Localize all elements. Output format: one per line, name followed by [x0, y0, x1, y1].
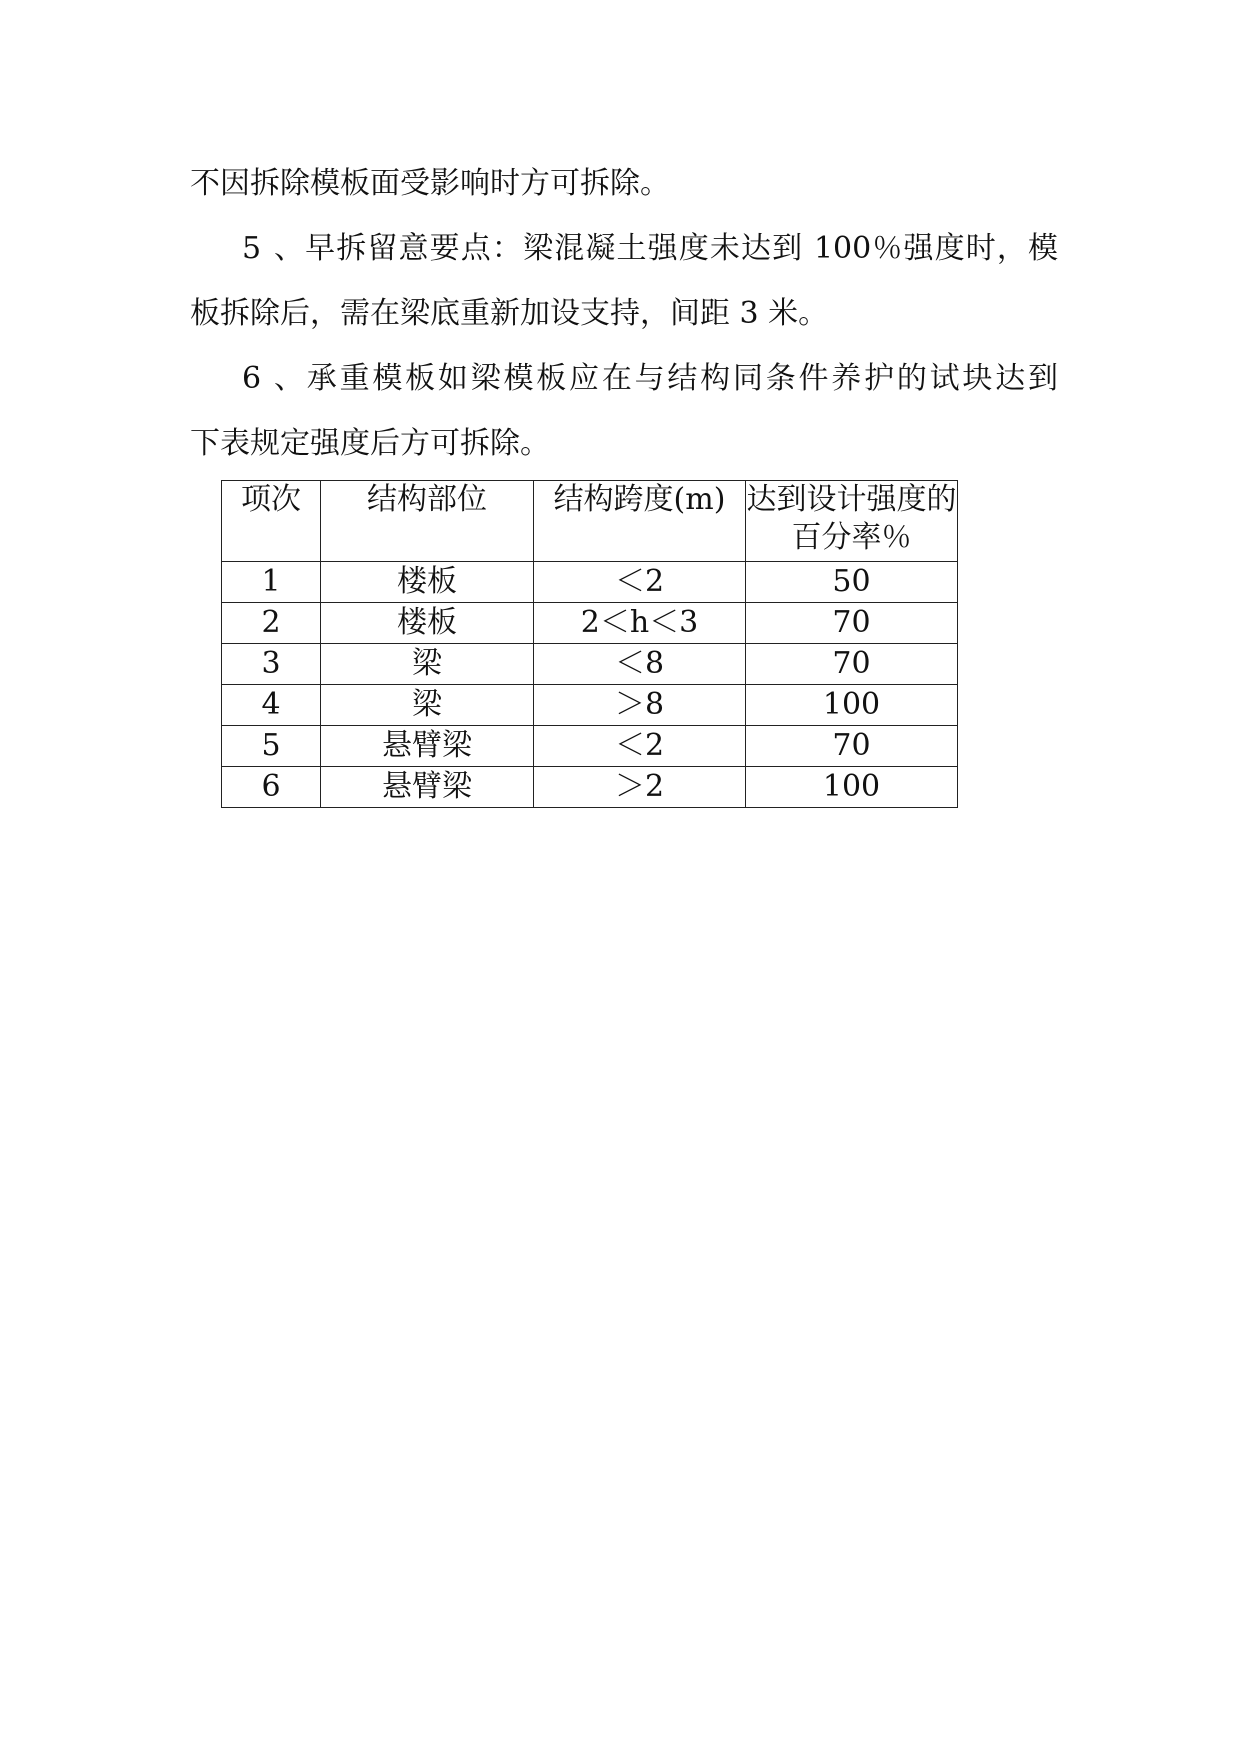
table-cell: 100	[746, 685, 958, 726]
table-cell: ＜8	[534, 644, 746, 685]
header-structure-span: 结构跨度(m)	[534, 481, 746, 562]
table-cell: 70	[746, 726, 958, 767]
table-cell: 70	[746, 644, 958, 685]
table-row	[222, 644, 958, 685]
table-cell: 悬臂梁	[321, 767, 534, 808]
header-item-no: 项次	[222, 481, 321, 562]
table-cell: ＜2	[534, 726, 746, 767]
table-row	[222, 726, 958, 767]
formwork-removal-table	[221, 480, 958, 808]
table-cell: 楼板	[321, 562, 534, 603]
table-cell: ＞2	[534, 767, 746, 808]
paragraph-6-line-2	[190, 425, 550, 463]
table-cell: 梁	[321, 685, 534, 726]
paragraph-text: 承重模板如梁模板应在与结构同条件养护的试块达到	[304, 361, 1058, 396]
paragraph-continuation	[190, 165, 670, 203]
table-cell: ＞8	[534, 685, 746, 726]
paragraph-6-line-1	[190, 360, 1058, 398]
table-cell: 50	[746, 562, 958, 603]
table-cell: 3	[222, 644, 321, 685]
table-cell: 2＜h＜3	[534, 603, 746, 644]
table-header-row	[222, 481, 958, 562]
table-cell: 70	[746, 603, 958, 644]
table-cell: 1	[222, 562, 321, 603]
table-cell: 楼板	[321, 603, 534, 644]
paragraph-5-line-2	[190, 295, 828, 333]
table-row	[222, 562, 958, 603]
table-cell: 梁	[321, 644, 534, 685]
table-cell: 2	[222, 603, 321, 644]
table-cell: 5	[222, 726, 321, 767]
list-number: 6、	[242, 361, 304, 396]
table-cell: ＜2	[534, 562, 746, 603]
table-cell: 悬臂梁	[321, 726, 534, 767]
paragraph-text: 早拆留意要点：梁混凝土强度未达到 100％强度时，模	[304, 231, 1058, 266]
paragraph-text: 板拆除后，需在梁底重新加设支持，间距 3 米。	[190, 296, 829, 331]
paragraph-text: 下表规定强度后方可拆除。	[190, 426, 550, 461]
table-row	[222, 603, 958, 644]
paragraph-5-line-1	[190, 230, 1058, 268]
table-cell: 6	[222, 767, 321, 808]
table-row	[222, 685, 958, 726]
list-number: 5、	[242, 231, 304, 266]
table-row	[222, 767, 958, 808]
paragraph-text: 不因拆除模板面受影响时方可拆除。	[190, 166, 670, 201]
header-strength-percent: 达到设计强度的百分率％	[746, 481, 958, 562]
table-cell: 100	[746, 767, 958, 808]
header-structure-part: 结构部位	[321, 481, 534, 562]
table-cell: 4	[222, 685, 321, 726]
